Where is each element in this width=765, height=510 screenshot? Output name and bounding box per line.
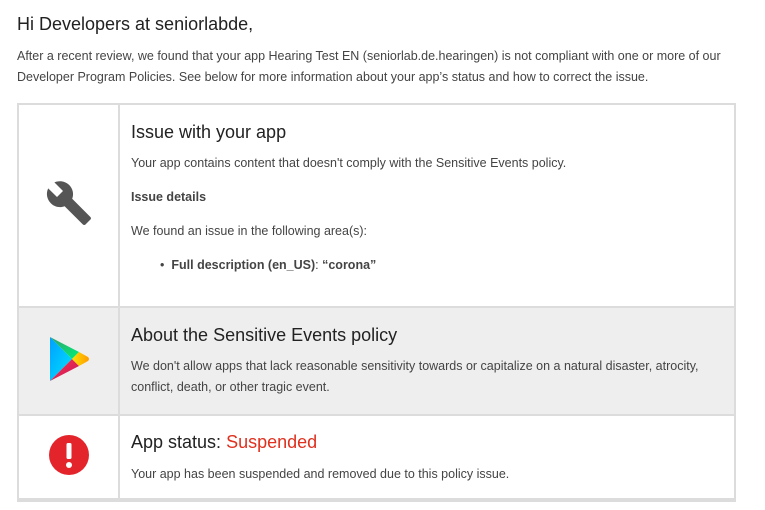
status-icon-cell: [19, 416, 120, 498]
intro-paragraph: After a recent review, we found that your app Hearing Test EN (seniorlab.de.hearingen) is not compliant with one or more of our Developer Program Policies. See below for more information about your app’s status and how to correct the issue.: [17, 49, 721, 84]
issue-row: [19, 105, 734, 306]
status-content: [120, 416, 734, 498]
policy-content: [120, 308, 734, 414]
issue-areas-list: [160, 255, 376, 276]
status-row: [19, 416, 734, 498]
issue-icon-cell: [19, 105, 120, 306]
wrench-icon: [45, 179, 93, 232]
list-item: [160, 255, 376, 276]
issue-title: Issue with your app: [131, 122, 287, 142]
policy-row: [19, 308, 734, 414]
issue-area-separator: :: [315, 258, 323, 272]
greeting: Hi Developers at seniorlabde,: [17, 14, 254, 34]
status-text: Your app has been suspended and removed due to this policy issue.: [131, 467, 510, 481]
google-play-icon: [48, 335, 90, 388]
issue-area-label: Full description (en_US): [171, 258, 316, 272]
status-title-prefix: App status:: [131, 432, 227, 452]
status-title: [131, 432, 317, 453]
policy-text: We don't allow apps that lack reasonable sensitivity towards or capitalize on a natural disaster, atrocity, conflict, death, or other tragic event.: [131, 359, 699, 394]
status-badge: Suspended: [226, 432, 318, 452]
policy-title: About the Sensitive Events policy: [131, 325, 398, 345]
issue-area-value: “corona”: [322, 258, 377, 272]
alert-icon: [48, 434, 90, 481]
policy-icon-cell: [19, 308, 120, 414]
issue-content: [120, 105, 734, 306]
issue-text: Your app contains content that doesn't comply with the Sensitive Events policy.: [131, 156, 567, 170]
issue-details-intro: We found an issue in the following area(s):: [131, 224, 368, 238]
issue-details-heading: Issue details: [131, 190, 207, 204]
policy-notice-panel: [17, 103, 736, 502]
